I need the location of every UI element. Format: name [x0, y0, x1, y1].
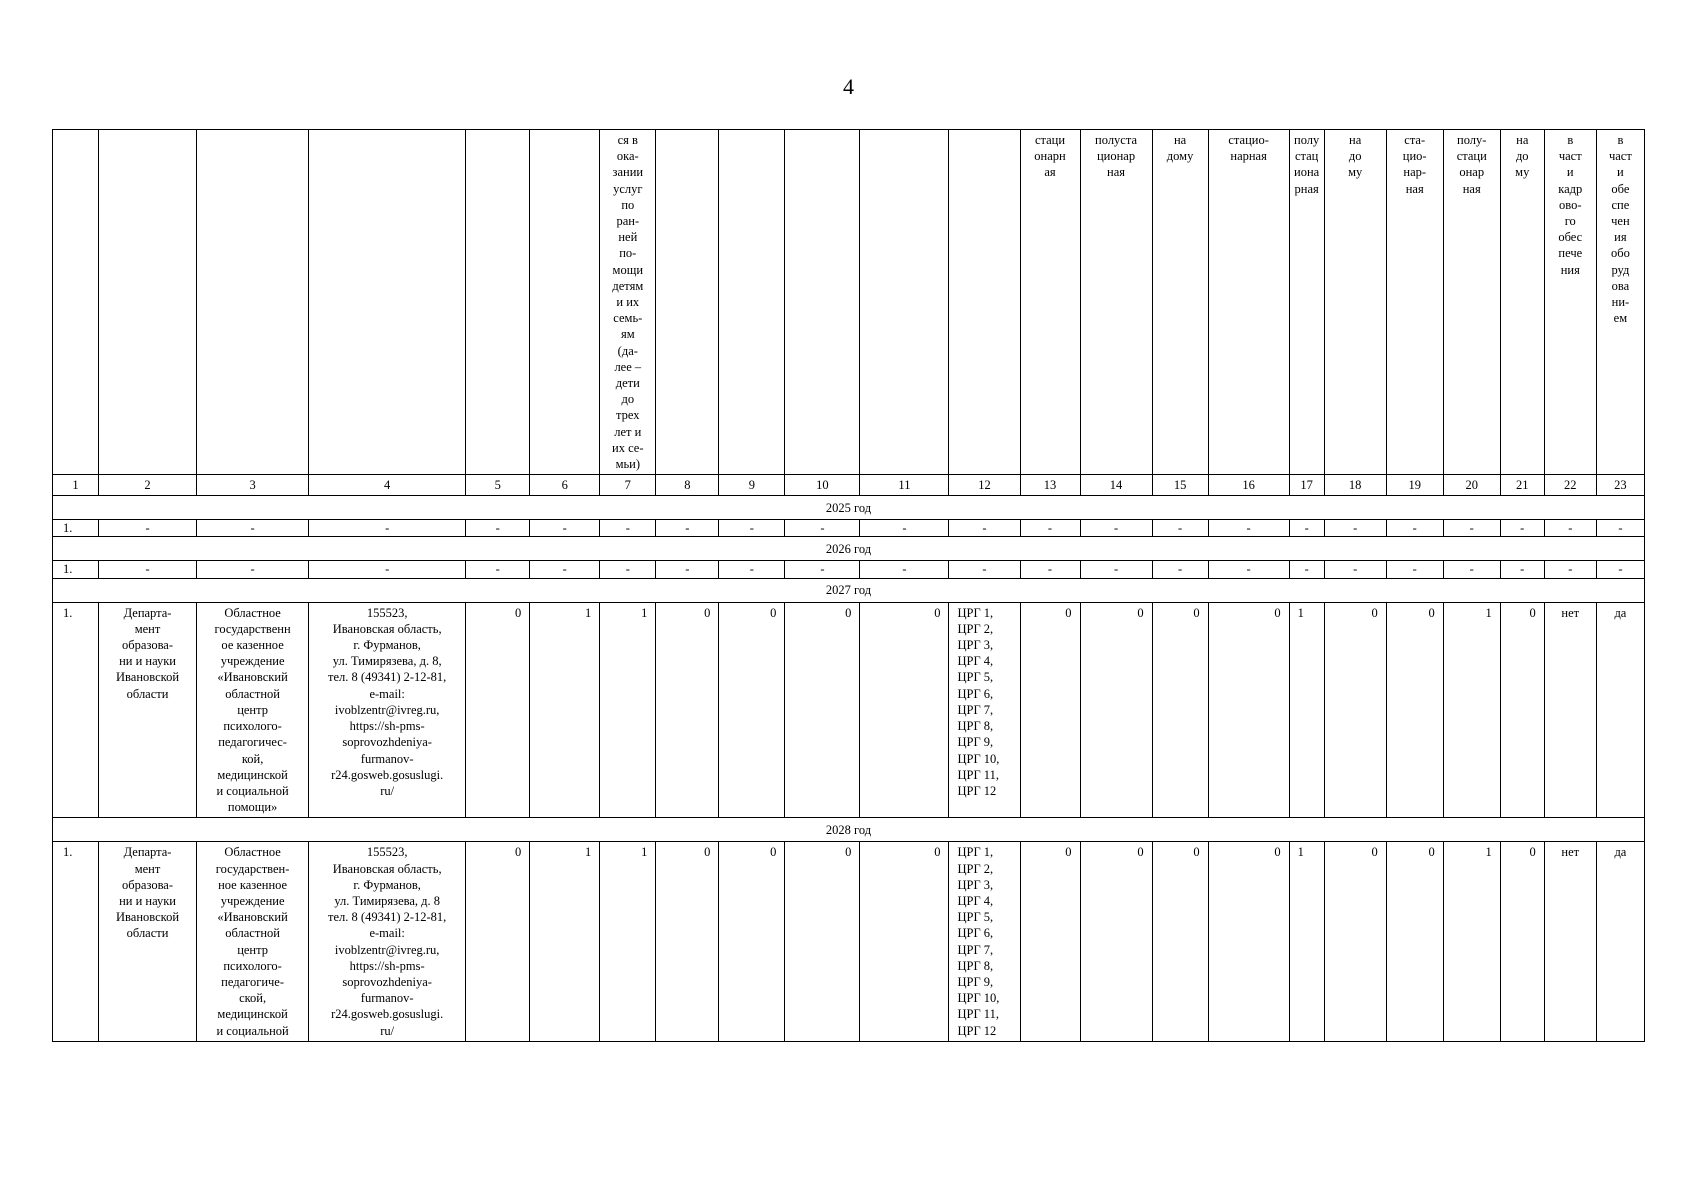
table-cell-text: 155523, Ивановская область, г. Фурманов, ул. Тимирязева, д. 8 тел. 8 (49341) 2-12-81, e-mail: ivoblzentr@ivreg.ru, https://sh-pms- soprovozhdeniya- furmanov- r24.gosweb.gosuslugi. ru/: [328, 845, 447, 1038]
column-number: [1386, 475, 1443, 496]
table-cell-text: 0: [1065, 845, 1072, 860]
table-cell-text: 0: [1428, 605, 1435, 620]
table-cell: [1152, 602, 1208, 818]
table-cell: [1544, 602, 1596, 818]
column-number: [1500, 475, 1544, 496]
column-number-text: 16: [1242, 478, 1255, 493]
table-cell: [1020, 561, 1080, 578]
header-cell-text: полу стац иона рная: [1294, 133, 1320, 196]
table-cell: [1500, 602, 1544, 818]
table-cell-text: 0: [1274, 845, 1281, 860]
column-number: [1443, 475, 1500, 496]
table-cell: [600, 602, 656, 818]
table-cell-text: Областное государственн ое казенное учреждение «Ивановский областной центр психолого- педагогичес- кой, медицинской и социальной помощи»: [214, 605, 291, 815]
column-number: [530, 475, 600, 496]
column-number: [1324, 475, 1386, 496]
table-cell-text: 0: [770, 845, 777, 860]
column-number-text: 15: [1173, 478, 1187, 493]
table-cell: [1596, 520, 1644, 537]
table-cell-text: -: [1304, 562, 1309, 577]
year-row: [53, 578, 1645, 602]
table-cell-text: -: [820, 562, 825, 577]
header-cell-text: ста- цио- нар- ная: [1402, 133, 1427, 196]
table-cell-text: 0: [934, 605, 941, 620]
table-cell: [309, 561, 466, 578]
table-cell-text: 1: [1485, 605, 1492, 620]
header-cell: [1324, 130, 1386, 475]
table-cell: [1386, 561, 1443, 578]
table-cell: [53, 561, 99, 578]
table-cell: [785, 561, 860, 578]
header-cell: [309, 130, 466, 475]
table-cell-text: 0: [1274, 605, 1281, 620]
table-cell-text: 0: [704, 605, 711, 620]
table-cell-text: -: [1469, 562, 1474, 577]
table-cell: [99, 842, 197, 1041]
column-number-text: 11: [898, 478, 911, 493]
table-cell: [1208, 520, 1289, 537]
column-number: [719, 475, 785, 496]
column-number: [600, 475, 656, 496]
year-row: [53, 818, 1645, 842]
table-cell-text: 0: [845, 845, 852, 860]
column-number: [1080, 475, 1152, 496]
table-cell: [1324, 520, 1386, 537]
table-cell-text: 0: [1137, 845, 1144, 860]
table-row: [53, 842, 1645, 1041]
table-cell: [1386, 842, 1443, 1041]
table-cell: [530, 602, 600, 818]
header-cell: [1443, 130, 1500, 475]
table-cell: [466, 602, 530, 818]
table-cell-text: -: [145, 562, 150, 577]
table-cell-text: 1: [641, 845, 648, 860]
table-cell: [600, 842, 656, 1041]
column-number-text: 14: [1109, 478, 1123, 493]
table-cell: [53, 602, 99, 818]
table-cell: [719, 602, 785, 818]
column-number: [197, 475, 309, 496]
year-heading: [53, 496, 1645, 520]
table-cell: [1208, 602, 1289, 818]
table-cell-text: 0: [1529, 605, 1536, 620]
table-cell: [466, 842, 530, 1041]
page-number: 4: [843, 74, 854, 99]
table-cell: [309, 602, 466, 818]
table-cell: [1020, 602, 1080, 818]
table-cell: [197, 561, 309, 578]
table-cell-text: -: [1412, 521, 1417, 536]
table-cell: [1289, 842, 1324, 1041]
column-number: [466, 475, 530, 496]
table-cell-text: -: [1568, 521, 1573, 536]
table-cell: [860, 602, 949, 818]
table-cell-text: -: [685, 521, 690, 536]
column-number: [860, 475, 949, 496]
header-cell: [1386, 130, 1443, 475]
table-cell: [1080, 561, 1152, 578]
year-row: [53, 496, 1645, 520]
table-cell: [309, 520, 466, 537]
table-cell-text: -: [1618, 562, 1623, 577]
column-number-text: 23: [1614, 478, 1627, 493]
table-cell-text: 1.: [63, 845, 73, 860]
year-heading-text: 2028 год: [825, 822, 872, 837]
column-number-text: 8: [684, 478, 691, 493]
data-table: [52, 129, 1645, 1042]
header-cell: [1500, 130, 1544, 475]
table-cell: [719, 561, 785, 578]
column-number: [656, 475, 719, 496]
column-number-row: [53, 475, 1645, 496]
year-heading: [53, 578, 1645, 602]
table-row: [53, 520, 1645, 537]
table-cell: [1080, 842, 1152, 1041]
header-cell: [860, 130, 949, 475]
year-heading-text: 2025 год: [825, 500, 872, 515]
table-cell: [1208, 842, 1289, 1041]
table-cell-text: Областное государствен- ное казенное учреждение «Ивановский областной центр психолого- педагогиче- ской, медицинской и социальной: [215, 845, 290, 1038]
table-cell-text: -: [1246, 521, 1251, 536]
table-cell-text: 1.: [63, 605, 73, 620]
header-cell: [53, 130, 99, 475]
header-cell-text: на до му: [1515, 133, 1530, 180]
table-cell-text: 0: [1428, 845, 1435, 860]
table-cell: [530, 842, 600, 1041]
column-number-text: 4: [384, 478, 391, 493]
header-cell: [600, 130, 656, 475]
table-cell: [949, 561, 1020, 578]
table-cell: [197, 520, 309, 537]
column-number-text: 6: [561, 478, 568, 493]
header-cell: [1080, 130, 1152, 475]
table-cell: [1443, 520, 1500, 537]
column-number: [785, 475, 860, 496]
header-cell: [719, 130, 785, 475]
table-cell-text: 1: [1297, 845, 1304, 860]
table-cell: [785, 602, 860, 818]
table-cell-text: -: [562, 562, 567, 577]
column-number: [1596, 475, 1644, 496]
header-cell-text: стаци онарн ая: [1034, 133, 1066, 180]
table-row: [53, 602, 1645, 818]
table-cell: [1500, 561, 1544, 578]
column-number-text: 13: [1043, 478, 1057, 493]
year-row: [53, 537, 1645, 561]
header-cell: [1596, 130, 1644, 475]
column-number: [1544, 475, 1596, 496]
table-cell-text: 0: [1529, 845, 1536, 860]
column-number-text: 1: [72, 478, 79, 493]
header-cell-text: стацио- нарная: [1228, 133, 1269, 164]
column-number-text: 19: [1408, 478, 1421, 493]
table-cell-text: -: [1246, 562, 1251, 577]
header-cell: [1020, 130, 1080, 475]
table-cell: [1500, 842, 1544, 1041]
table-cell: [53, 842, 99, 1041]
table-cell-text: да: [1614, 845, 1627, 860]
table-cell-text: Департа- мент образова- ни и науки Ивановской области: [116, 605, 180, 701]
table-cell: [1324, 842, 1386, 1041]
column-number: [1208, 475, 1289, 496]
column-number: [53, 475, 99, 496]
table-cell-text: нет: [1561, 605, 1580, 620]
table-cell: [719, 520, 785, 537]
table-cell-text: 0: [845, 605, 852, 620]
column-number: [1020, 475, 1080, 496]
header-cell: [530, 130, 600, 475]
header-cell: [99, 130, 197, 475]
year-heading-text: 2027 год: [825, 583, 872, 598]
table-cell-text: ЦРГ 1, ЦРГ 2, ЦРГ 3, ЦРГ 4, ЦРГ 5, ЦРГ 6, ЦРГ 7, ЦРГ 8, ЦРГ 9, ЦРГ 10, ЦРГ 11, ЦРГ 12: [957, 605, 1000, 798]
table-cell: [1544, 561, 1596, 578]
header-cell-text: ся в ока- зании услуг по ран- ней по- мощи детям и их семь- ям (да- лее – дети до трех лет и их се- мьи): [612, 133, 644, 472]
table-cell-text: -: [1113, 562, 1119, 577]
table-cell-text: да: [1614, 605, 1627, 620]
table-cell: [1289, 561, 1324, 578]
column-number-text: 2: [144, 478, 151, 493]
table-cell-text: -: [1568, 562, 1573, 577]
table-cell-text: 0: [934, 845, 941, 860]
table-cell: [1152, 842, 1208, 1041]
header-cell: [656, 130, 719, 475]
column-number: [1152, 475, 1208, 496]
table-cell-text: -: [495, 521, 500, 536]
table-cell-text: -: [1520, 562, 1525, 577]
table-cell-text: -: [1353, 521, 1358, 536]
table-cell-text: ЦРГ 1, ЦРГ 2, ЦРГ 3, ЦРГ 4, ЦРГ 5, ЦРГ 6, ЦРГ 7, ЦРГ 8, ЦРГ 9, ЦРГ 10, ЦРГ 11, ЦРГ 12: [957, 845, 1000, 1038]
table-cell: [1443, 602, 1500, 818]
table-cell: [860, 520, 949, 537]
table-cell: [1324, 602, 1386, 818]
table-cell-text: -: [1469, 521, 1474, 536]
table-cell: [785, 842, 860, 1041]
table-cell-text: -: [145, 521, 150, 536]
table-cell: [656, 520, 719, 537]
table-cell-text: -: [982, 562, 987, 577]
header-cell-text: на до му: [1348, 133, 1363, 180]
table-cell-text: 0: [704, 845, 711, 860]
table-cell: [860, 561, 949, 578]
header-cell: [949, 130, 1020, 475]
table-cell-text: -: [685, 562, 690, 577]
table-cell-text: 0: [1193, 845, 1200, 860]
table-cell: [949, 842, 1020, 1041]
table-cell-text: -: [902, 521, 907, 536]
table-cell-text: -: [625, 562, 630, 577]
column-number-text: 18: [1348, 478, 1362, 493]
table-cell-text: -: [1520, 521, 1525, 536]
table-cell: [1386, 602, 1443, 818]
header-cell: [1208, 130, 1289, 475]
table-cell-text: 1.: [63, 562, 73, 577]
table-cell-text: -: [562, 521, 567, 536]
table-cell-text: -: [495, 562, 500, 577]
table-cell: [530, 520, 600, 537]
table-cell: [1324, 561, 1386, 578]
table-cell: [1544, 842, 1596, 1041]
column-number-text: 17: [1300, 478, 1313, 493]
column-number-text: 10: [816, 478, 829, 493]
table-cell: [656, 842, 719, 1041]
table-cell: [1020, 842, 1080, 1041]
table-cell-text: нет: [1561, 845, 1580, 860]
table-cell: [949, 520, 1020, 537]
column-number: [949, 475, 1020, 496]
table-cell: [1289, 520, 1324, 537]
table-cell-text: -: [1353, 562, 1358, 577]
table-cell-text: -: [1113, 521, 1119, 536]
table-cell: [197, 842, 309, 1041]
table-cell: [1596, 842, 1644, 1041]
column-number-text: 22: [1564, 478, 1577, 493]
table-cell-text: -: [982, 521, 987, 536]
table-cell: [1386, 520, 1443, 537]
table-cell: [1544, 520, 1596, 537]
table-cell: [600, 561, 656, 578]
table-cell: [530, 561, 600, 578]
table-cell-text: -: [1177, 521, 1183, 536]
table-cell-text: 0: [515, 605, 522, 620]
table-cell: [1152, 561, 1208, 578]
header-cell: [785, 130, 860, 475]
table-cell-text: -: [902, 562, 907, 577]
table-cell-text: 1: [1297, 605, 1304, 620]
header-cell-text: полуста ционар ная: [1095, 133, 1138, 180]
table-cell-text: -: [1047, 562, 1053, 577]
table-cell-text: 1: [585, 605, 592, 620]
table-cell-text: -: [1177, 562, 1183, 577]
header-cell-text: в част и обе спе чен ия обо руд ова ни- ем: [1608, 133, 1632, 326]
column-number-text: 9: [748, 478, 755, 493]
table-cell-text: 0: [1065, 605, 1072, 620]
table-cell-text: 1.: [63, 521, 73, 536]
header-cell: [1289, 130, 1324, 475]
table-cell: [1289, 602, 1324, 818]
table-cell-text: -: [1047, 521, 1053, 536]
table-cell-text: 1: [641, 605, 648, 620]
table-cell-text: -: [749, 521, 754, 536]
table-cell: [1020, 520, 1080, 537]
table-cell-text: -: [625, 521, 630, 536]
table-cell-text: 1: [1485, 845, 1492, 860]
table-cell-text: -: [250, 521, 255, 536]
table-cell: [860, 842, 949, 1041]
table-cell-text: -: [820, 521, 825, 536]
table-cell-text: 0: [1137, 605, 1144, 620]
table-cell: [1443, 842, 1500, 1041]
table-cell: [99, 520, 197, 537]
year-heading: [53, 537, 1645, 561]
table-cell-text: Департа- мент образова- ни и науки Ивановской области: [116, 845, 180, 941]
table-cell: [53, 520, 99, 537]
table-cell: [1152, 520, 1208, 537]
table-cell: [309, 842, 466, 1041]
table-cell-text: 1: [585, 845, 592, 860]
header-cell: [1544, 130, 1596, 475]
table-cell: [1443, 561, 1500, 578]
column-number: [1289, 475, 1324, 496]
table-cell: [466, 520, 530, 537]
table-cell: [1500, 520, 1544, 537]
column-number: [99, 475, 197, 496]
column-number-text: 3: [249, 478, 256, 493]
table-cell: [99, 602, 197, 818]
header-cell: [197, 130, 309, 475]
header-cell-text: на дому: [1166, 133, 1194, 164]
table-cell-text: -: [749, 562, 754, 577]
table-row: [53, 561, 1645, 578]
year-heading: [53, 818, 1645, 842]
table-cell: [600, 520, 656, 537]
table-cell: [949, 602, 1020, 818]
table-cell: [1080, 520, 1152, 537]
header-row: [53, 130, 1645, 475]
table-cell-text: 0: [770, 605, 777, 620]
table-cell: [1596, 561, 1644, 578]
table-cell-text: 0: [1371, 605, 1378, 620]
table-cell: [1596, 602, 1644, 818]
table-cell-text: 0: [1371, 845, 1378, 860]
table-cell: [656, 561, 719, 578]
header-cell-text: полу- стаци онар ная: [1456, 133, 1487, 196]
header-cell-text: в част и кадр ово- го обес пече ния: [1558, 133, 1583, 277]
header-cell: [1152, 130, 1208, 475]
table-cell-text: 0: [515, 845, 522, 860]
table-cell-text: -: [385, 562, 390, 577]
table-cell-text: -: [1618, 521, 1623, 536]
year-heading-text: 2026 год: [825, 541, 872, 556]
column-number-text: 20: [1465, 478, 1478, 493]
column-number: [309, 475, 466, 496]
table-cell: [1208, 561, 1289, 578]
table-cell: [466, 561, 530, 578]
table-cell-text: -: [1412, 562, 1417, 577]
table-cell: [197, 602, 309, 818]
table-cell: [656, 602, 719, 818]
table-cell: [719, 842, 785, 1041]
table-cell: [99, 561, 197, 578]
column-number-text: 21: [1516, 478, 1529, 493]
header-cell: [466, 130, 530, 475]
table-cell-text: -: [385, 521, 390, 536]
table-cell-text: -: [250, 562, 255, 577]
column-number-text: 12: [978, 478, 991, 493]
table-cell: [1080, 602, 1152, 818]
table-cell-text: 155523, Ивановская область, г. Фурманов, ул. Тимирязева, д. 8, тел. 8 (49341) 2-12-81, e-mail: ivoblzentr@ivreg.ru, https://sh-pms- soprovozhdeniya- furmanov- r24.gosweb.gosuslugi. ru/: [328, 605, 447, 798]
column-number-text: 5: [494, 478, 501, 493]
column-number-text: 7: [624, 478, 631, 493]
table-cell-text: -: [1304, 521, 1309, 536]
table-cell: [785, 520, 860, 537]
table-cell-text: 0: [1193, 605, 1200, 620]
